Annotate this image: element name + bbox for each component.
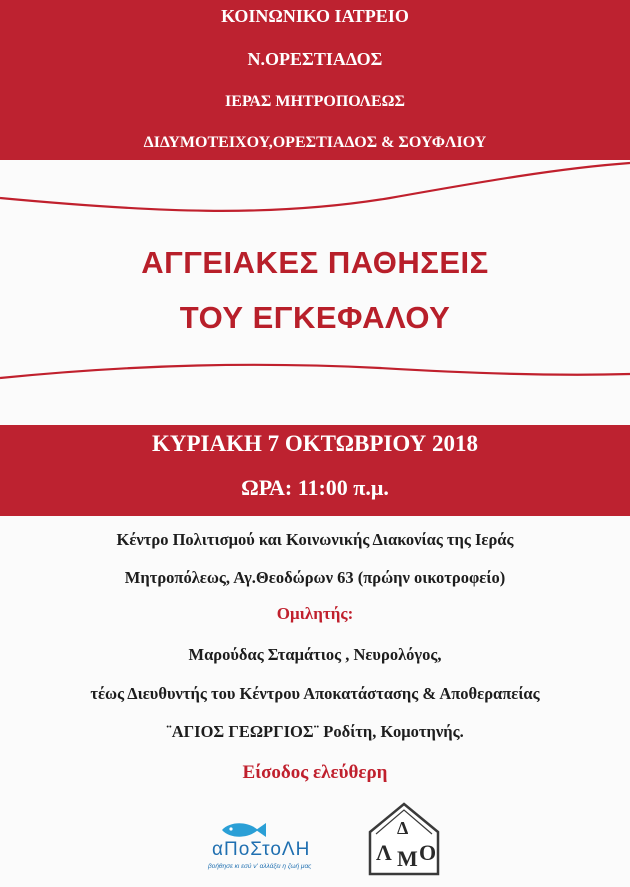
- header-line-3: ΙΕΡΑΣ ΜΗΤΡΟΠΟΛΕΩΣ: [225, 93, 405, 110]
- fish-icon: [218, 820, 268, 840]
- speaker-center: ¨ΑΓΙΟΣ ΓΕΩΡΓΙΟΣ¨ Ροδίτη, Κομοτηνής.: [166, 722, 464, 741]
- speaker-name: Μαρούδας Σταμάτιος , Νευρολόγος,: [188, 645, 442, 664]
- header-line-1: ΚΟΙΝΩΝΙΚΟ ΙΑΤΡΕΙΟ: [221, 6, 409, 26]
- speaker-role: τέως Διευθυντής του Κέντρου Αποκατάστασης & Αποθεραπείας: [90, 684, 540, 703]
- ldmo-letter-4: Ο: [419, 840, 437, 865]
- upper-wave-line: [0, 160, 630, 220]
- venue-line-1: Κέντρο Πολιτισμού και Κοινωνικής Διακονίας της Ιεράς: [116, 530, 514, 549]
- ldmo-letter-2: Δ: [397, 818, 409, 838]
- event-date: ΚΥΡΙΑΚΗ 7 ΟΚΤΩΒΡΙΟΥ 2018: [151, 431, 478, 456]
- apostoli-tagline: βοήθησε κι εσύ ν' αλλάξει η ζωή μας: [208, 863, 312, 870]
- apostoli-logo-text: αΠοΣτοΛΗ: [212, 839, 311, 860]
- main-title-line-1: ΑΓΓΕΙΑΚΕΣ ΠΑΘΗΣΕΙΣ: [141, 245, 489, 280]
- free-entry-text: Είσοδος ελεύθερη: [242, 762, 388, 783]
- speaker-label: Ομιλητής:: [276, 604, 354, 623]
- venue-line-2: Μητροπόλεως, Αγ.Θεοδώρων 63 (πρώην οικοτροφείο): [124, 568, 506, 587]
- apostoli-logo: [202, 817, 352, 879]
- event-time: ΩΡΑ: 11:00 π.μ.: [241, 475, 389, 500]
- ldmo-logo: [364, 800, 444, 878]
- header-line-4: ΔΙΔΥΜΟΤΕΙΧΟΥ,ΟΡΕΣΤΙΑΔΟΣ & ΣΟΥΦΛΙΟΥ: [143, 134, 487, 151]
- header-line-2: Ν.ΟΡΕΣΤΙΑΔΟΣ: [247, 49, 383, 69]
- event-band: [0, 425, 630, 516]
- header-band: [0, 0, 630, 160]
- lower-wave-line: [0, 350, 630, 410]
- ldmo-letter-1: Λ: [376, 840, 392, 865]
- ldmo-letter-3: Μ: [397, 846, 418, 871]
- main-title-line-2: ΤΟΥ ΕΓΚΕΦΑΛΟΥ: [179, 300, 451, 335]
